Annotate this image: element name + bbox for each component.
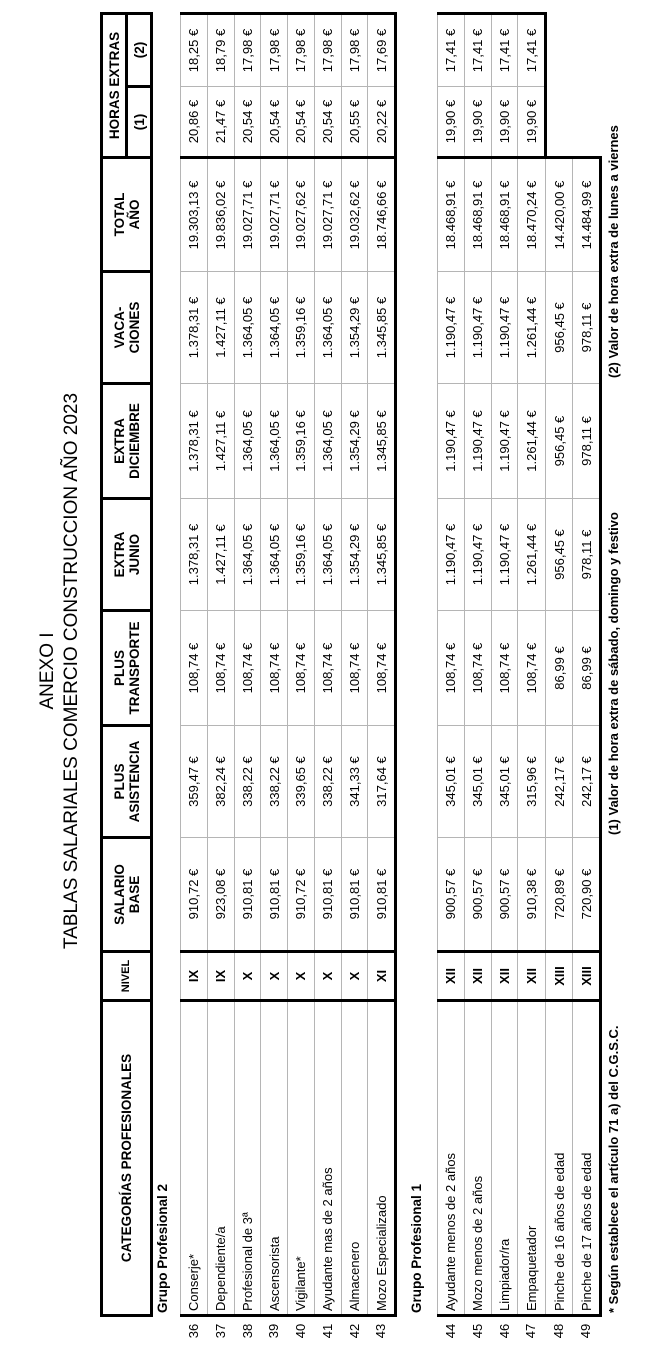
cell-transporte: 108,74 € <box>288 611 315 726</box>
cell-h1: 20,54 € <box>288 87 315 158</box>
cell-asistencia: 242,17 € <box>573 726 601 838</box>
category-name: Mozo Especializado <box>373 1195 389 1311</box>
category-name: Ayudante menos de 2 años <box>443 1152 459 1311</box>
table-title: TABLAS SALARIALES COMERCIO CONSTRUCCION AÑO 2023 <box>61 392 82 950</box>
cell-junio: 1.364,05 € <box>314 499 341 611</box>
header-plus-transporte <box>102 611 152 726</box>
header-nivel: NIVEL <box>102 952 152 1001</box>
cell-vacaciones: 978,11 € <box>573 272 601 384</box>
table-row <box>491 14 518 1316</box>
cell-total: 18.470,24 € <box>518 158 546 272</box>
cell-diciembre: 1.427,11 € <box>207 384 234 499</box>
cell-total: 19.032,62 € <box>341 158 368 272</box>
cell-transporte: 108,74 € <box>438 611 465 726</box>
cell-total: 14.420,00 € <box>546 158 573 272</box>
cell-junio: 978,11 € <box>573 499 601 611</box>
cell-asistencia: 345,01 € <box>464 726 491 838</box>
cell-asistencia: 338,22 € <box>234 726 261 838</box>
cell-transporte: 86,99 € <box>573 611 601 726</box>
cell-asistencia: 338,22 € <box>261 726 288 838</box>
cell-salario: 910,72 € <box>288 838 315 952</box>
cell-vacaciones: 1.261,44 € <box>518 272 546 384</box>
cell-nivel: XII <box>491 952 518 1001</box>
header-plus-asistencia <box>102 726 152 838</box>
cell-h1: 19,90 € <box>464 87 491 158</box>
cell-transporte: 108,74 € <box>341 611 368 726</box>
cell-salario: 910,81 € <box>368 838 396 952</box>
cell-nivel: XII <box>464 952 491 1001</box>
header-line: CIONES <box>126 301 142 354</box>
cell-h1: 19,90 € <box>491 87 518 158</box>
category-name: Profesional de 3ª <box>239 1212 255 1311</box>
table-row <box>573 14 601 1316</box>
cell-nivel: XIII <box>546 952 573 1001</box>
row-number: 47 <box>523 1323 539 1339</box>
cell-salario: 910,38 € <box>518 838 546 952</box>
row-number: 36 <box>186 1323 201 1339</box>
cell-h2: 17,69 € <box>368 14 396 87</box>
cell-cat <box>234 1001 261 1339</box>
cell-h2: 17,41 € <box>464 14 491 87</box>
cell-asistencia: 317,64 € <box>368 726 396 838</box>
cell-cat <box>341 1001 368 1339</box>
cell-asistencia: 338,22 € <box>314 726 341 838</box>
cell-diciembre: 1.190,47 € <box>491 384 518 499</box>
cell-vacaciones: 1.364,05 € <box>314 272 341 384</box>
salary-table <box>437 12 602 1339</box>
category-name: Ayudante mas de 2 años <box>320 1167 336 1311</box>
cell-vacaciones: 1.378,31 € <box>181 272 208 384</box>
cell-diciembre: 978,11 € <box>573 384 601 499</box>
cell-h2: 18,25 € <box>181 14 208 87</box>
cell-h1: 20,55 € <box>341 87 368 158</box>
cell-h2: 18,79 € <box>207 14 234 87</box>
cell-junio: 1.190,47 € <box>491 499 518 611</box>
row-number: 38 <box>239 1323 255 1339</box>
table-row <box>288 14 315 1316</box>
cell-asistencia: 341,33 € <box>341 726 368 838</box>
header-line: BASE <box>126 875 142 914</box>
cell-nivel: IX <box>181 952 208 1001</box>
category-name: Conserje* <box>186 1253 202 1311</box>
row-number: 39 <box>266 1323 282 1339</box>
cell-h2 <box>573 14 601 87</box>
cell-diciembre: 1.190,47 € <box>438 384 465 499</box>
cell-total: 19.027,62 € <box>288 158 315 272</box>
cell-vacaciones: 1.345,85 € <box>368 272 396 384</box>
cell-asistencia: 345,01 € <box>438 726 465 838</box>
cell-asistencia: 242,17 € <box>546 726 573 838</box>
cell-h1: 20,54 € <box>261 87 288 158</box>
annex-title: ANEXO I <box>37 632 58 710</box>
cell-h2 <box>546 14 573 87</box>
header-line: DICIEMBRE <box>126 403 142 479</box>
salary-table <box>180 12 397 1339</box>
cell-total: 19.027,71 € <box>314 158 341 272</box>
cell-junio: 1.190,47 € <box>438 499 465 611</box>
cell-total: 18.468,91 € <box>491 158 518 272</box>
cell-h2: 17,98 € <box>234 14 261 87</box>
cell-vacaciones: 1.427,11 € <box>207 272 234 384</box>
cell-diciembre: 1.364,05 € <box>234 384 261 499</box>
cell-asistencia: 382,24 € <box>207 726 234 838</box>
cell-asistencia: 315,96 € <box>518 726 546 838</box>
cell-h2: 17,98 € <box>288 14 315 87</box>
cell-h2: 17,41 € <box>438 14 465 87</box>
cell-h1: 19,90 € <box>518 87 546 158</box>
header-line: PLUS <box>111 763 127 800</box>
cell-cat <box>181 1001 208 1339</box>
category-name: Mozo menos de 2 años <box>470 1175 486 1311</box>
table-row <box>518 14 546 1316</box>
cell-junio: 1.378,31 € <box>181 499 208 611</box>
cell-h1: 20,54 € <box>234 87 261 158</box>
cell-nivel: X <box>234 952 261 1001</box>
table-row <box>438 14 465 1316</box>
footnote-1: (1) Valor de hora extra de sábado, domingo y festivo <box>606 512 621 835</box>
cell-cat <box>314 1001 341 1339</box>
category-name: Almacenero <box>346 1241 362 1311</box>
cell-total: 19.303,13 € <box>181 158 208 272</box>
cell-junio: 1.364,05 € <box>261 499 288 611</box>
cell-transporte: 108,74 € <box>314 611 341 726</box>
cell-h2: 17,41 € <box>518 14 546 87</box>
group-label: Grupo Profesional 1 <box>409 1183 424 1313</box>
cell-salario: 720,89 € <box>546 838 573 952</box>
cell-diciembre: 1.190,47 € <box>464 384 491 499</box>
cell-h2: 17,98 € <box>314 14 341 87</box>
cell-junio: 1.261,44 € <box>518 499 546 611</box>
table-header <box>100 12 153 1317</box>
header-line: TRANSPORTE <box>126 621 142 715</box>
header-horas-1: (1) <box>127 87 152 158</box>
category-name: Pinche de 17 años de edad <box>578 1152 594 1311</box>
cell-total: 14.484,99 € <box>573 158 601 272</box>
cell-junio: 1.190,47 € <box>464 499 491 611</box>
row-number: 43 <box>373 1323 389 1339</box>
table-row <box>181 14 208 1316</box>
cell-asistencia: 345,01 € <box>491 726 518 838</box>
cell-salario: 910,81 € <box>314 838 341 952</box>
cell-salario: 923,08 € <box>207 838 234 952</box>
cell-vacaciones: 1.190,47 € <box>438 272 465 384</box>
cell-total: 19.027,71 € <box>261 158 288 272</box>
cell-h1: 20,54 € <box>314 87 341 158</box>
cell-diciembre: 1.359,16 € <box>288 384 315 499</box>
header-line: JUNIO <box>126 533 142 576</box>
cell-cat <box>288 1001 315 1339</box>
row-number: 48 <box>551 1323 566 1339</box>
cell-salario: 910,81 € <box>341 838 368 952</box>
header-extra-diciembre <box>102 384 152 499</box>
footnote-2: (2) Valor de hora extra de lunes a viernes <box>606 125 621 378</box>
cell-junio: 1.359,16 € <box>288 499 315 611</box>
cell-cat <box>491 1001 518 1339</box>
cell-cat <box>207 1001 234 1339</box>
cell-cat <box>438 1001 465 1339</box>
cell-transporte: 108,74 € <box>207 611 234 726</box>
cell-cat <box>573 1001 601 1339</box>
cell-cat <box>464 1001 491 1339</box>
cell-diciembre: 1.261,44 € <box>518 384 546 499</box>
cell-h1 <box>546 87 573 158</box>
cell-h2: 17,98 € <box>261 14 288 87</box>
cell-asistencia: 339,65 € <box>288 726 315 838</box>
cell-h1: 21,47 € <box>207 87 234 158</box>
cell-salario: 720,90 € <box>573 838 601 952</box>
row-number: 44 <box>443 1323 458 1339</box>
cell-transporte: 108,74 € <box>491 611 518 726</box>
cell-nivel: XI <box>368 952 396 1001</box>
category-name: Dependiente/a <box>213 1226 229 1311</box>
table-row <box>341 14 368 1316</box>
cell-cat <box>368 1001 396 1339</box>
cell-transporte: 108,74 € <box>464 611 491 726</box>
header-line: EXTRA <box>111 418 127 464</box>
category-name: Vigilante* <box>293 1256 309 1311</box>
cell-nivel: X <box>341 952 368 1001</box>
cell-diciembre: 1.354,29 € <box>341 384 368 499</box>
cell-vacaciones: 956,45 € <box>546 272 573 384</box>
cell-total: 19.027,71 € <box>234 158 261 272</box>
cell-asistencia: 359,47 € <box>181 726 208 838</box>
row-number: 42 <box>346 1323 362 1339</box>
cell-transporte: 108,74 € <box>368 611 396 726</box>
header-line: EXTRA <box>111 531 127 578</box>
cell-junio: 1.345,85 € <box>368 499 396 611</box>
header-extra-junio <box>102 499 152 611</box>
cell-salario: 900,57 € <box>491 838 518 952</box>
cell-h1: 20,22 € <box>368 87 396 158</box>
cell-vacaciones: 1.364,05 € <box>261 272 288 384</box>
table-row <box>464 14 491 1316</box>
cell-nivel: X <box>314 952 341 1001</box>
header-line: SALARIO <box>111 864 127 925</box>
cell-diciembre: 1.378,31 € <box>181 384 208 499</box>
category-name: Pinche de 16 años de edad <box>551 1152 567 1311</box>
cell-nivel: XII <box>518 952 546 1001</box>
cell-transporte: 108,74 € <box>234 611 261 726</box>
cell-total: 18.468,91 € <box>438 158 465 272</box>
cell-vacaciones: 1.364,05 € <box>234 272 261 384</box>
cell-cat <box>261 1001 288 1339</box>
category-name: Limpiador/ra <box>496 1238 512 1311</box>
cell-vacaciones: 1.359,16 € <box>288 272 315 384</box>
cell-total: 19.836,02 € <box>207 158 234 272</box>
cell-junio: 1.354,29 € <box>341 499 368 611</box>
header-horas-2: (2) <box>127 14 152 87</box>
group-label: Grupo Profesional 2 <box>155 1183 170 1313</box>
header-line: AÑO <box>126 199 142 230</box>
cell-vacaciones: 1.190,47 € <box>464 272 491 384</box>
header-horas-extras: HORAS EXTRAS <box>102 14 127 158</box>
row-number: 37 <box>212 1323 228 1339</box>
header-line: ASISTENCIA <box>126 740 142 823</box>
cell-salario: 900,57 € <box>464 838 491 952</box>
table-row <box>261 14 288 1316</box>
cell-transporte: 86,99 € <box>546 611 573 726</box>
header-categorias: CATEGORÍAS PROFESIONALES <box>102 1001 152 1316</box>
cell-cat <box>518 1001 546 1339</box>
cell-nivel: IX <box>207 952 234 1001</box>
cell-vacaciones: 1.354,29 € <box>341 272 368 384</box>
cell-salario: 910,72 € <box>181 838 208 952</box>
cell-diciembre: 1.364,05 € <box>314 384 341 499</box>
table-row <box>546 14 573 1316</box>
cell-h2: 17,41 € <box>491 14 518 87</box>
cell-diciembre: 956,45 € <box>546 384 573 499</box>
cell-junio: 956,45 € <box>546 499 573 611</box>
table-row <box>368 14 396 1316</box>
table-row <box>314 14 341 1316</box>
cell-nivel: X <box>261 952 288 1001</box>
cell-junio: 1.427,11 € <box>207 499 234 611</box>
cell-junio: 1.364,05 € <box>234 499 261 611</box>
cell-nivel: XIII <box>573 952 601 1001</box>
cell-diciembre: 1.345,85 € <box>368 384 396 499</box>
table-row <box>207 14 234 1316</box>
row-number: 49 <box>578 1323 594 1339</box>
table-row <box>234 14 261 1316</box>
cell-total: 18.746,66 € <box>368 158 396 272</box>
cell-diciembre: 1.364,05 € <box>261 384 288 499</box>
header-total-ano <box>102 158 152 272</box>
row-number: 40 <box>293 1323 308 1339</box>
cell-h1: 20,86 € <box>181 87 208 158</box>
cell-transporte: 108,74 € <box>181 611 208 726</box>
cell-salario: 900,57 € <box>438 838 465 952</box>
cell-transporte: 108,74 € <box>518 611 546 726</box>
cell-vacaciones: 1.190,47 € <box>491 272 518 384</box>
cell-h1: 19,90 € <box>438 87 465 158</box>
cell-nivel: X <box>288 952 315 1001</box>
row-number: 41 <box>319 1323 335 1339</box>
cell-salario: 910,81 € <box>261 838 288 952</box>
cell-transporte: 108,74 € <box>261 611 288 726</box>
category-name: Ascensorista <box>266 1236 282 1311</box>
cell-h1 <box>573 87 601 158</box>
header-line: TOTAL <box>111 192 127 237</box>
cell-nivel: XII <box>438 952 465 1001</box>
header-line: PLUS <box>111 650 127 687</box>
row-number: 46 <box>496 1323 512 1339</box>
cell-salario: 910,81 € <box>234 838 261 952</box>
header-line: VACA- <box>111 306 127 349</box>
cell-cat <box>546 1001 573 1339</box>
cell-total: 18.468,91 € <box>464 158 491 272</box>
category-name: Empaquetador <box>524 1225 540 1311</box>
footnote-asterisk: * Según establece el artículo 71 a) del C.G.S.C. <box>606 1025 621 1313</box>
cell-h2: 17,98 € <box>341 14 368 87</box>
header-vacaciones <box>102 272 152 384</box>
row-number: 45 <box>469 1323 485 1339</box>
header-salario-base <box>102 838 152 952</box>
